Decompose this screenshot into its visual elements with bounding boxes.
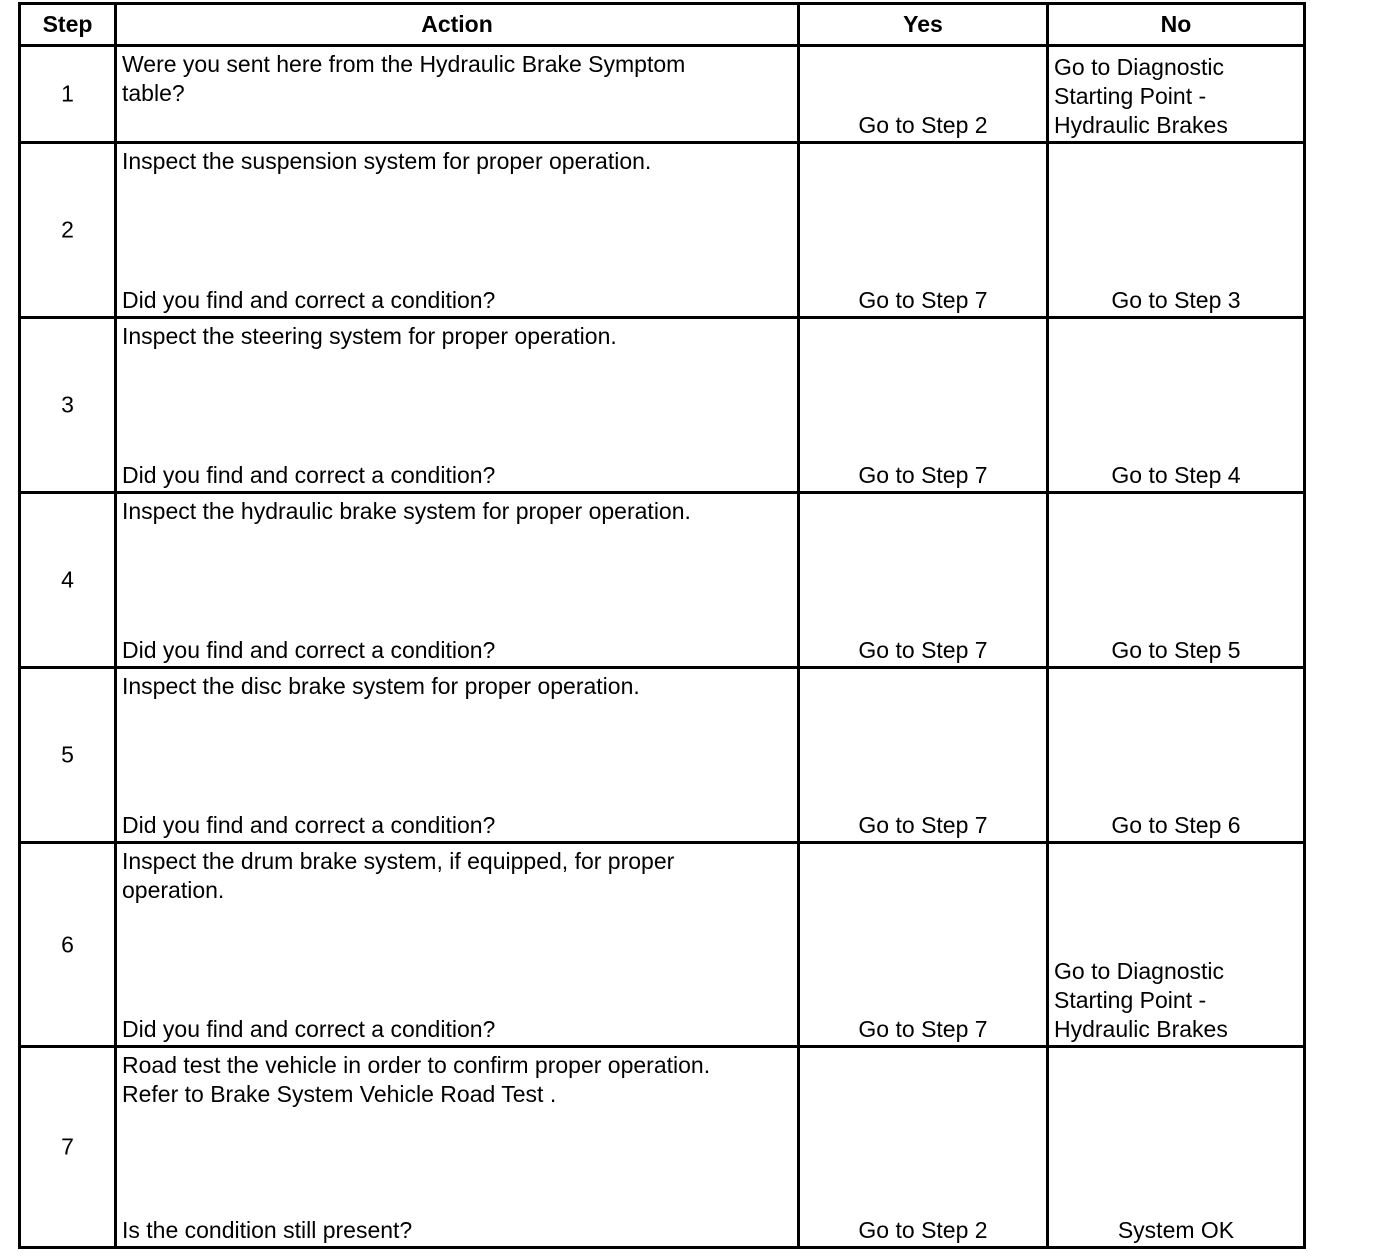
table-row <box>18 141 1306 316</box>
action-question: Is the condition still present? <box>122 1217 413 1243</box>
step-number: 5 <box>61 741 74 768</box>
yes-result: Go to Step 2 <box>858 1217 988 1243</box>
action-question: Did you find and correct a condition? <box>122 637 496 663</box>
yes-result: Go to Step 7 <box>858 287 988 313</box>
header-action: Action <box>117 5 800 44</box>
header-row <box>18 2 1306 44</box>
table-row <box>18 316 1306 491</box>
table-row <box>18 491 1306 666</box>
action-question: Did you find and correct a condition? <box>122 812 496 838</box>
action-question: Did you find and correct a condition? <box>122 287 496 313</box>
action-text: Inspect the disc brake system for proper operation. <box>122 673 640 699</box>
yes-result: Go to Step 7 <box>858 1016 988 1042</box>
step-number: 3 <box>61 391 74 418</box>
action-text: Inspect the steering system for proper operation. <box>122 323 617 349</box>
no-result: Go to Step 5 <box>1111 637 1241 663</box>
action-question: Did you find and correct a condition? <box>122 462 496 488</box>
step-number: 6 <box>61 931 74 957</box>
step-number: 4 <box>61 566 74 593</box>
header-yes: Yes <box>800 5 1049 44</box>
step-number: 7 <box>61 1133 74 1160</box>
table-row <box>18 44 1306 141</box>
no-result: Go to Step 4 <box>1111 462 1241 488</box>
no-result: System OK <box>1117 1217 1235 1243</box>
action-text: Inspect the hydraulic brake system for proper operation. <box>122 498 691 524</box>
action-text: Road test the vehicle in order to confirm proper operation. Refer to Brake System Vehicle Road Test . <box>122 1052 711 1107</box>
no-result: Go to Step 6 <box>1111 812 1241 838</box>
yes-result: Go to Step 7 <box>858 637 988 663</box>
table-row <box>18 666 1306 841</box>
no-result: Go to Diagnostic Starting Point - Hydraulic Brakes <box>1054 958 1228 1042</box>
action-text: Inspect the suspension system for proper operation. <box>122 148 652 174</box>
no-result: Go to Diagnostic Starting Point - Hydraulic Brakes <box>1054 54 1228 138</box>
yes-result: Go to Step 7 <box>858 812 988 838</box>
header-no: No <box>1049 5 1306 44</box>
table-row <box>18 841 1306 1045</box>
step-number: 2 <box>61 216 74 243</box>
yes-result: Go to Step 2 <box>858 112 988 138</box>
yes-result: Go to Step 7 <box>858 462 988 488</box>
action-question: Did you find and correct a condition? <box>122 1016 496 1042</box>
no-result: Go to Step 3 <box>1111 287 1241 313</box>
step-number: 1 <box>61 80 74 107</box>
diagnostic-table <box>18 2 1306 1249</box>
table-row <box>18 1045 1306 1249</box>
header-step: Step <box>21 5 117 44</box>
action-text: Were you sent here from the Hydraulic Brake Symptom table? <box>122 51 686 106</box>
action-text: Inspect the drum brake system, if equipped, for proper operation. <box>122 848 675 903</box>
